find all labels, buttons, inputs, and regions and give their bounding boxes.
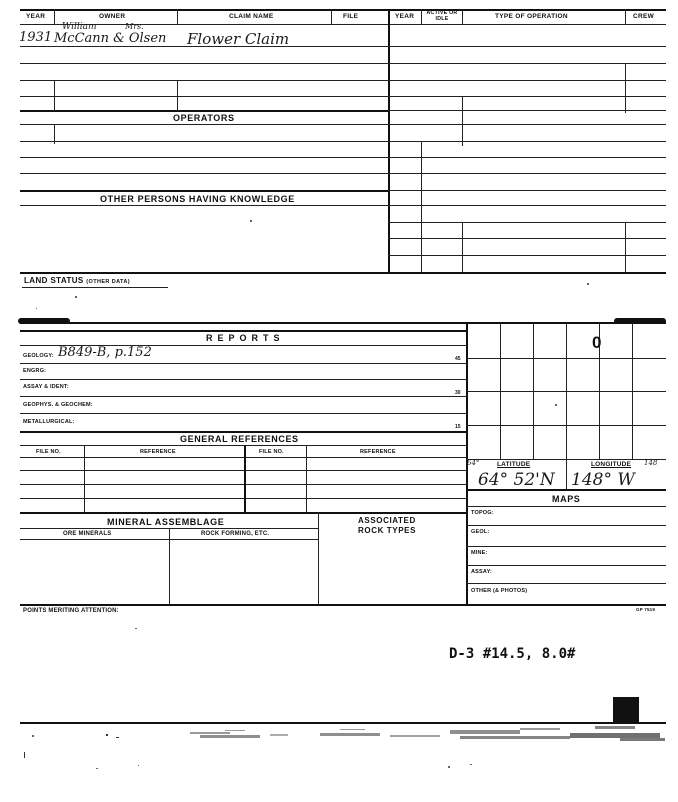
row1-year: 1931	[19, 30, 53, 45]
latitude-value: 64° 52'N	[478, 470, 555, 490]
row1-owner-first: William	[62, 22, 97, 32]
longitude-value: 148° W	[571, 470, 635, 490]
form-number: GP 7519	[636, 607, 656, 612]
maps-other: OTHER (& PHOTOS)	[471, 588, 528, 594]
ref-col-reference: REFERENCE	[140, 449, 176, 455]
header-claim-name: CLAIM NAME	[229, 13, 274, 20]
land-status-label: LAND STATUS (OTHER DATA)	[24, 276, 130, 285]
maps-geol: GEOL:	[471, 529, 490, 535]
other-persons-label: OTHER PERSONS HAVING KNOWLEDGE	[100, 194, 295, 204]
report-num-45: 45	[455, 356, 461, 362]
report-metallurgical-label: METALLURGICAL:	[23, 419, 75, 425]
report-num-30: 30	[455, 390, 461, 396]
report-geology-label: GEOLOGY:	[23, 353, 54, 359]
lat-prefix: 64°	[467, 459, 480, 467]
report-engrg-label: ENGRG:	[23, 368, 47, 374]
header-type-of-operation: TYPE OF OPERATION	[495, 13, 568, 20]
speck	[135, 628, 137, 629]
scan-noise	[20, 724, 666, 746]
ink-blot	[613, 697, 639, 723]
report-geology-value: B849-B, p.152	[58, 345, 152, 360]
maps-mine: MINE:	[471, 550, 488, 556]
operators-label: OPERATORS	[173, 113, 235, 123]
header-file: FILE	[343, 13, 359, 20]
general-references-title: GENERAL REFERENCES	[180, 434, 299, 444]
rock-types-label: ROCK TYPES	[358, 526, 417, 535]
report-assay-label: ASSAY & IDENT:	[23, 384, 69, 390]
speck	[36, 308, 37, 309]
speck	[75, 296, 77, 298]
speck	[250, 220, 252, 222]
header-active-or-idle: ACTIVE OR IDLE	[426, 10, 458, 22]
report-num-15: 15	[455, 424, 461, 430]
mineral-assemblage-title: MINERAL ASSEMBLAGE	[107, 517, 225, 527]
maps-assay: ASSAY:	[471, 569, 493, 575]
header-year-2: YEAR	[395, 13, 415, 20]
lon-suffix: 148	[644, 459, 658, 467]
latitude-label: LATITUDE	[497, 461, 531, 468]
ink-smudge	[18, 318, 70, 324]
reports-title: REPORTS	[206, 333, 285, 343]
section-divider	[20, 322, 666, 324]
typed-note: D-3 #14.5, 8.0#	[449, 646, 576, 662]
maps-topog: TOPOG:	[471, 510, 494, 516]
ref-col-file-no-2: FILE NO.	[259, 449, 284, 455]
row1-owner-mrs: Mrs.	[125, 22, 144, 31]
header-year: YEAR	[26, 13, 46, 20]
ore-minerals-label: ORE MINERALS	[63, 531, 112, 537]
report-geophys-label: GEOPHYS. & GEOCHEM:	[23, 402, 93, 408]
ref-col-file-no: FILE NO.	[36, 449, 61, 455]
rock-forming-label: ROCK FORMING, ETC.	[201, 531, 270, 537]
row1-owner: McCann & Olsen	[54, 31, 167, 46]
points-meriting-attention-label: POINTS MERITING ATTENTION:	[23, 608, 119, 614]
ink-smudge	[614, 318, 666, 324]
maps-title: MAPS	[552, 494, 581, 504]
header-crew: CREW	[633, 13, 655, 20]
longitude-label: LONGITUDE	[591, 461, 632, 468]
speck	[555, 404, 557, 406]
header-owner: OWNER	[99, 13, 126, 20]
speck	[587, 283, 589, 285]
ref-col-reference-2: REFERENCE	[360, 449, 396, 455]
row1-claim-name: Flower Claim	[187, 30, 290, 48]
grid-mark: 0	[592, 333, 602, 352]
associated-label: ASSOCIATED	[358, 516, 416, 525]
